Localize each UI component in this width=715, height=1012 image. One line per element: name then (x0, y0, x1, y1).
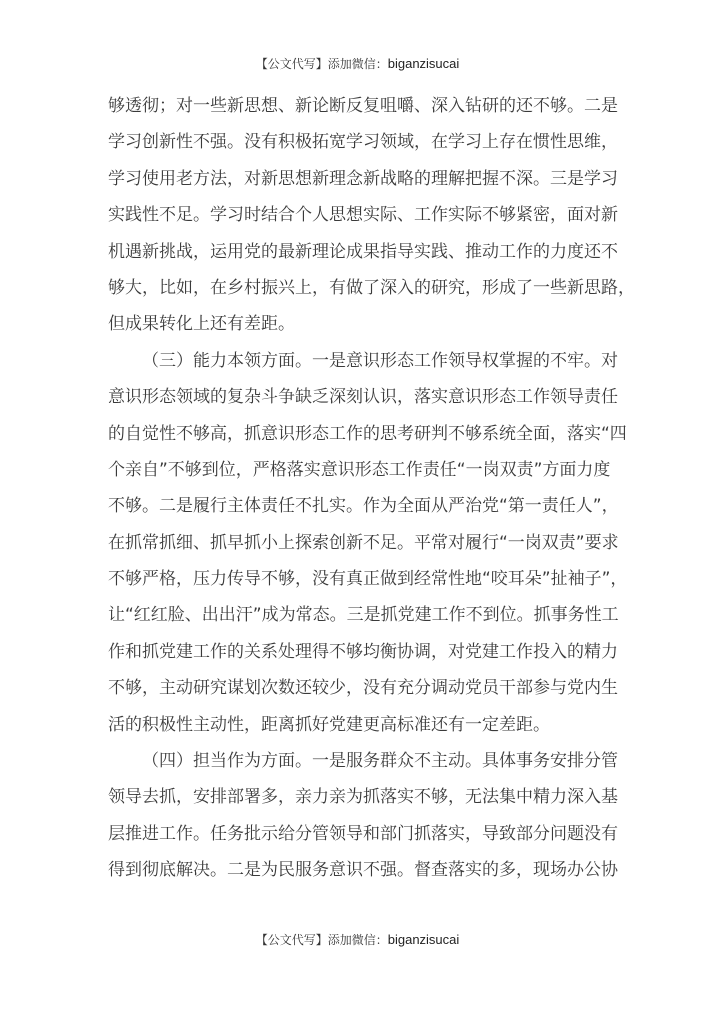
text-line: 得到彻底解决。二是为民服务意识不强。督查落实的多，现场办公协 (108, 860, 618, 881)
text-line: 学习使用老方法，对新思想新理念新战略的理解把握不深。三是学习 (108, 168, 618, 189)
text-line: 够透彻；对一些新思想、新论断反复咀嚼、深入钻研的还不够。二是 (108, 96, 618, 116)
text-line: 意识形态领域的复杂斗争缺乏深刻认识，落实意识形态工作领导责任 (108, 387, 618, 408)
text-line: 在抓常抓细、抓早抓小上探索创新不足。平常对履行“一岗双责”要求 (108, 532, 619, 553)
footer-label: 【公文代写】添加微信： (255, 933, 388, 947)
text-line: 个亲自”不够到位，严格落实意识形态工作责任“一岗双责”方面力度 (108, 459, 611, 480)
section-heading-line: （三）能力本领方面。一是意识形态工作领导权掌握的不牢。对 (142, 350, 618, 371)
text-line: 不够。二是履行主体责任不扎实。作为全面从严治党“第一责任人”， (108, 496, 619, 517)
text-line: 层推进工作。任务批示给分管领导和部门抓落实，导致部分问题没有 (108, 823, 618, 844)
text-line: 实践性不足。学习时结合个人思想实际、工作实际不够紧密，面对新 (108, 205, 618, 226)
text-line: 不够严格，压力传导不够，没有真正做到经常性地“咬耳朵”扯袖子”， (108, 569, 628, 590)
text-line: 作和抓党建工作的关系处理得不够均衡协调，对党建工作投入的精力 (108, 641, 618, 662)
header-label: 【公文代写】添加微信： (255, 57, 388, 71)
section-heading-line: （四）担当作为方面。一是服务群众不主动。具体事务安排分管 (142, 751, 618, 772)
text-line: 学习创新性不强。没有积极拓宽学习领域，在学习上存在惯性思维， (108, 132, 618, 153)
text-line: 让“红红脸、出出汗”成为常态。三是抓党建工作不到位。抓事务性工 (108, 605, 619, 626)
text-line: 领导去抓，安排部署多，亲力亲为抓落实不够，无法集中精力深入基 (108, 787, 618, 808)
text-line: 活的积极性主动性，距离抓好党建更高标准还有一定差距。 (108, 714, 550, 735)
text-line: 不够，主动研究谋划次数还较少，没有充分调动党员干部参与党内生 (108, 678, 618, 699)
text-line: 但成果转化上还有差距。 (108, 314, 295, 335)
text-line: 够大，比如，在乡村振兴上，有做了深入的研究，形成了一些新思路， (108, 277, 635, 298)
header-wechat-id: biganzisucai (387, 56, 460, 71)
text-line: 的自觉性不够高，抓意识形态工作的思考研判不够系统全面，落实“四 (108, 423, 627, 444)
text-line: 机遇新挑战，运用党的最新理论成果指导实践、推动工作的力度还不 (108, 241, 618, 262)
page-footer (0, 932, 715, 948)
page-header (0, 56, 715, 72)
document-body (108, 88, 635, 889)
footer-wechat-id: biganzisucai (387, 932, 460, 947)
